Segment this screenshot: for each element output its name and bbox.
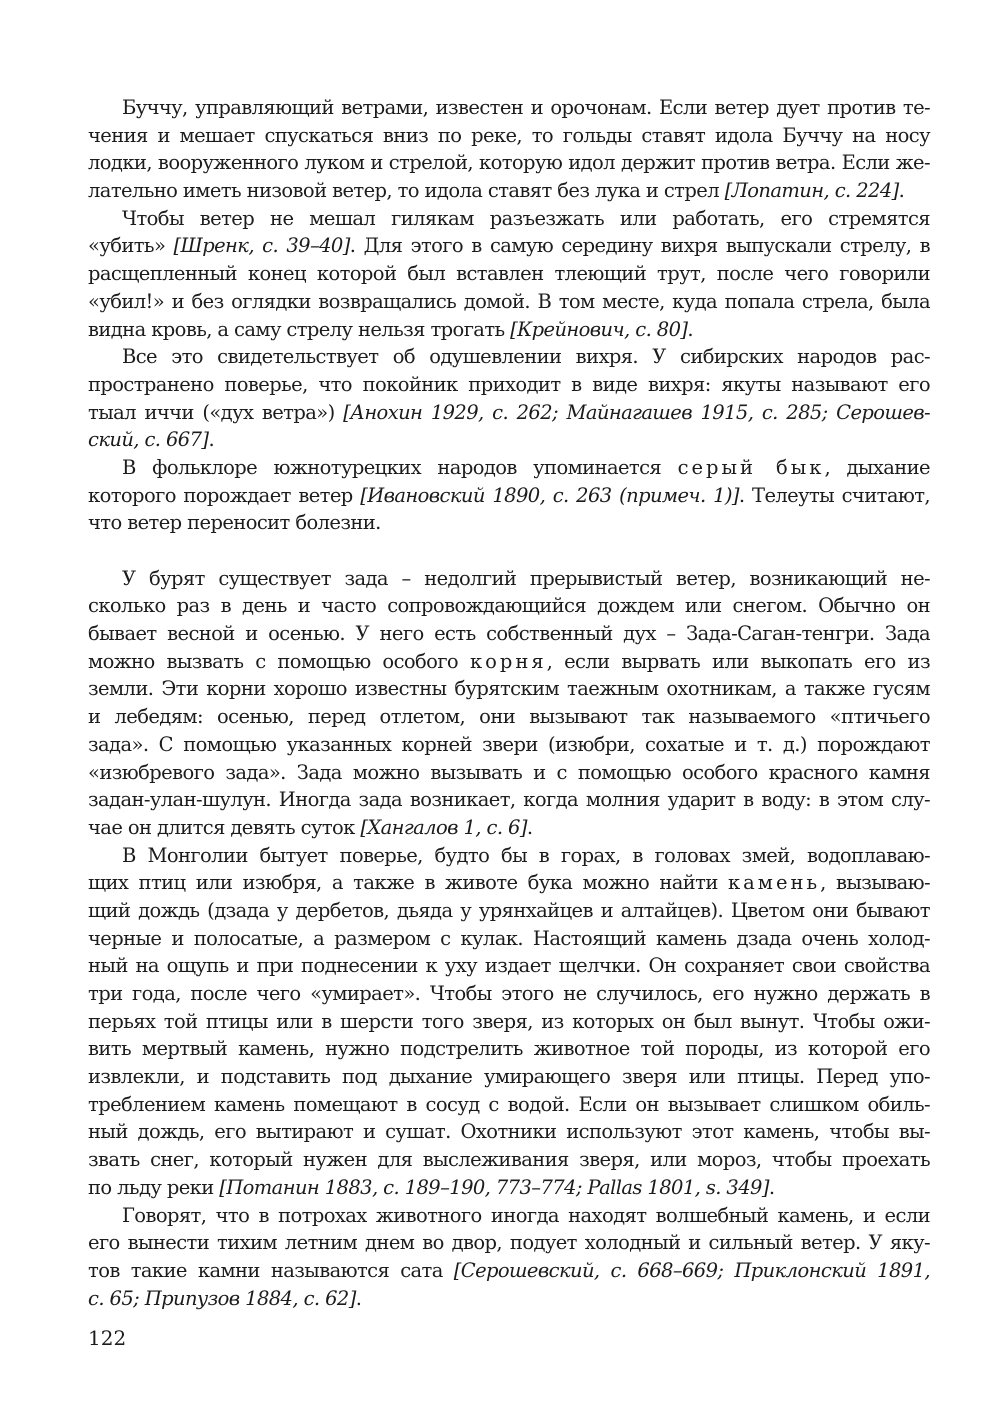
citation: [Анохин 1929, с. 262; Майнагашев 1915, с. 285; Серошев- (343, 400, 930, 424)
text-run: , дыхание (824, 455, 931, 479)
text-line: звать снег, который нужен для выслеживания зверя, или мороз, чтобы проехать (88, 1148, 930, 1172)
text-line (88, 1257, 930, 1285)
text-run: . (687, 317, 693, 341)
text-line: расщепленный конец которой был вставлен тлеющий трут, после чего говорили (88, 262, 930, 286)
text-line: сколько раз в день и часто сопровождающийся дождем или снегом. Обычно он (88, 594, 930, 618)
text-run: которого порождает ветер (88, 483, 361, 507)
text-run: «убить» (88, 234, 174, 258)
paragraph-buchchu (88, 94, 930, 205)
text-line: три года, после чего «умирает». Чтобы этого не случилось, его нужно держать в (88, 982, 930, 1005)
text-line: ный на ощупь и при поднесении к уху издает щелчки. Он сохраняет свои свойства (88, 954, 930, 978)
text-run: . (768, 1175, 775, 1199)
text-line: лодки, вооруженного луком и стрелой, которую идол держит против ветра. Если же- (88, 151, 930, 175)
text-line: черные и полосатые, а размером с кулак. Настоящий камень дзада очень холод- (88, 926, 930, 950)
text-line: Чтобы ветер не мешал гилякам разъезжать или работать, его стремятся (122, 206, 930, 230)
text-run: . Для этого в самую середину вихря выпускали стрелу, в (349, 234, 931, 258)
page-number: 122 (88, 1326, 127, 1350)
section-gap (88, 537, 930, 565)
text-line: перьях той птицы или в шерсти того зверя, из которых он был вынут. Чтобы ожи- (88, 1009, 930, 1033)
text-line (88, 869, 930, 897)
emphasis-spaced: серый бык (677, 455, 825, 479)
citation: ский, с. 667] (88, 428, 209, 452)
text-line (88, 1174, 930, 1202)
text-line: его вынести тихим летним днем во двор, подует холодный и сильный ветер. У яку- (88, 1231, 930, 1255)
text-line (88, 177, 930, 205)
citation: [Шренк, с. 39–40] (173, 234, 350, 258)
text-line: извлекли, и подставить под дыхание умирающего зверя или птицы. Перед упо- (88, 1065, 930, 1089)
text-line: «убил!» и без оглядки возвращались домой. В том месте, куда попала стрела, была (88, 289, 930, 313)
citation: [Крейнович, с. 80] (510, 317, 688, 341)
text-line: земли. Эти корни хорошо известны бурятским таежным охотникам, а также гусям (88, 677, 930, 701)
citation: [Серошевский, с. 668–669; Приклонский 1891, (453, 1258, 930, 1282)
citation: [Хангалов 1, с. 6] (360, 815, 527, 839)
text-run: , если вырвать или выкопать его из (546, 649, 930, 673)
text-line (88, 482, 930, 510)
text-line: треблением камень помещают в сосуд с водой. Если он вызывает слишком обиль- (88, 1092, 930, 1116)
text-run: . (208, 428, 215, 452)
text-line (88, 232, 930, 260)
text-line: зада». С помощью указанных корней звери (изюбри, сохатые и т. д.) порождают (88, 732, 930, 756)
text-line: «изюбревого зада». Зада можно вызывать и с помощью особого красного камня (88, 760, 930, 784)
text-line: Все это свидетельствует об одушевлении вихря. У сибирских народов рас- (122, 345, 930, 369)
text-run: тов такие камни называются сата (88, 1258, 454, 1282)
text-run: . (355, 1286, 362, 1310)
text-run: В фольклоре южнотурецких народов упоминается (122, 455, 678, 479)
paragraph-zada (88, 565, 930, 842)
text-line: У бурят существует зада – недолгий прерывистый ветер, возникающий не- (122, 566, 930, 590)
text-run: . (898, 179, 905, 203)
text-line (88, 814, 930, 842)
text-line (88, 316, 930, 344)
text-line: пространено поверье, что покойник приходит в виде вихря: якуты называют его (88, 372, 930, 396)
text-run: видна кровь, а саму стрелу нельзя трогать (88, 317, 511, 341)
paragraph-sata (88, 1202, 930, 1313)
paragraph-whirlwind (88, 343, 930, 454)
citation: с. 65; Припузов 1884, с. 62] (88, 1286, 356, 1310)
text-run: . (526, 815, 533, 839)
citation: [Лопатин, с. 224] (724, 179, 899, 203)
text-line (88, 648, 930, 676)
document-page (88, 94, 930, 1312)
emphasis-spaced: корня (469, 649, 547, 673)
text-line: Говорят, что в потрохах животного иногда находят волшебный камень, и если (122, 1203, 930, 1227)
paragraph-gilyaks (88, 205, 930, 343)
text-line (88, 454, 930, 482)
text-line: и лебедям: осенью, перед отлетом, они вызывают так называемого «птичьего (88, 705, 930, 729)
text-line: бывает весной и осенью. У него есть собственный дух – Зада-Саган-тенгри. Зада (88, 622, 930, 646)
citation: [Ивановский 1890, с. 263 (примеч. 1)] (360, 483, 739, 507)
text-run: , вызываю- (820, 871, 930, 895)
text-run: щих птиц или изюбря, а также в животе бука можно найти (88, 871, 728, 895)
text-line (88, 426, 930, 454)
text-run: по льду реки (88, 1175, 220, 1199)
text-run: лательно иметь низовой ветер, то идола ставят без лука и стрел (88, 179, 725, 203)
text-line: чения и мешает спускаться вниз по реке, то гольды ставят идола Буччу на носу (88, 123, 930, 147)
text-run: тыал иччи («дух ветра») (88, 400, 344, 424)
text-run: можно вызвать с помощью особого (88, 649, 470, 673)
text-line: ный дождь, его вытирают и сушат. Охотники используют этот камень, чтобы вы- (88, 1120, 930, 1144)
emphasis-spaced: камень (727, 871, 821, 895)
text-line: задан-улан-шулун. Иногда зада возникает, когда молния ударит в воду: в этом слу- (88, 788, 930, 812)
text-line: В Монголии бытует поверье, будто бы в горах, в головах змей, водоплаваю- (122, 843, 930, 867)
text-line: щий дождь (дзада у дербетов, дьяда у урянхайцев и алтайцев). Цветом они бывают (88, 898, 930, 922)
text-line: что ветер переносит болезни. (88, 511, 381, 535)
paragraph-mongolia (88, 842, 930, 1202)
text-line: вить мертвый камень, нужно подстрелить животное той породы, из которой его (88, 1037, 930, 1061)
text-run: . Телеуты считают, (738, 483, 931, 507)
text-line (88, 1285, 930, 1313)
text-line (88, 399, 930, 427)
paragraph-grey-bull (88, 454, 930, 537)
text-run: чае он длится девять суток (88, 815, 361, 839)
text-line: Буччу, управляющий ветрами, известен и орочонам. Если ветер дует против те- (122, 96, 930, 119)
citation: [Потанин 1883, с. 189–190, 773–774; Pallas 1801, s. 349] (219, 1175, 769, 1199)
